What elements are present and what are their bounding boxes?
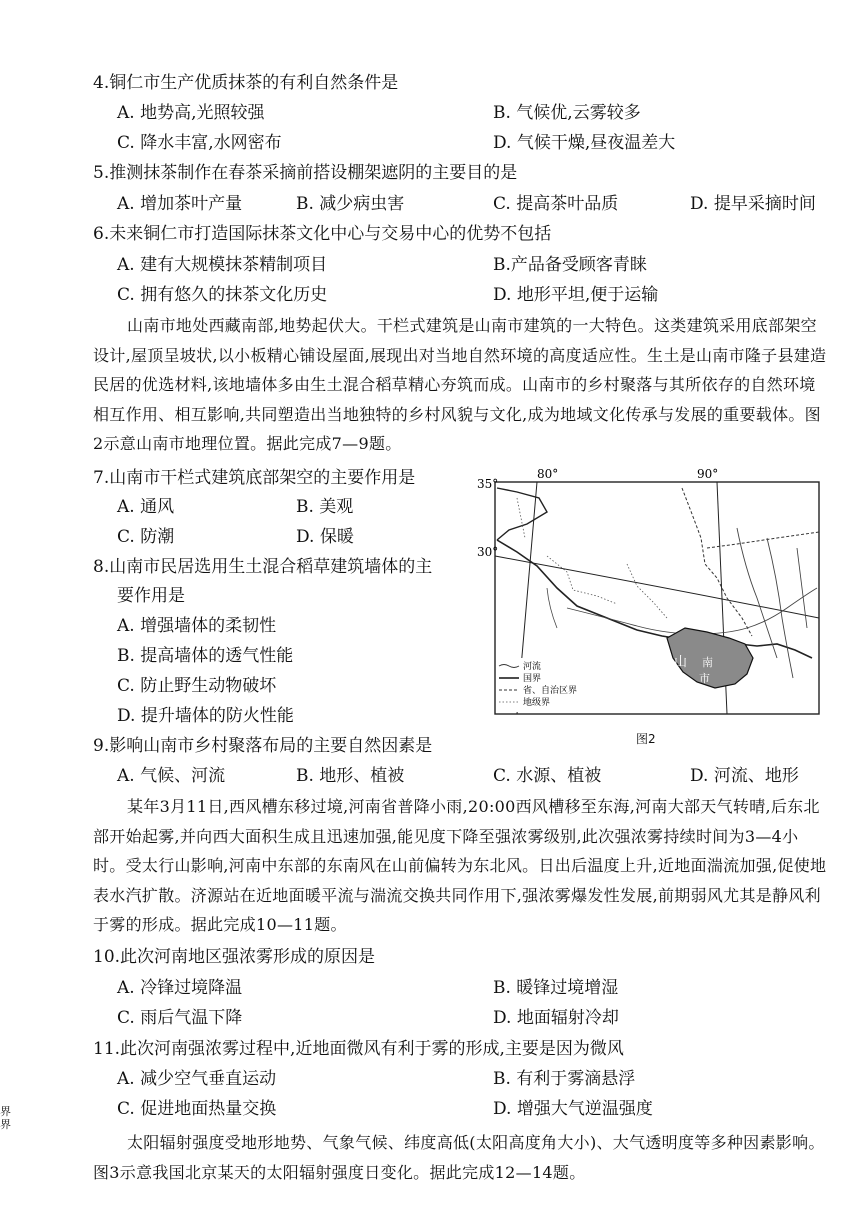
- q11-option-d: D. 增强大气逆温强度: [493, 1099, 653, 1119]
- q6-option-c: C. 拥有悠久的抹茶文化历史: [117, 285, 328, 305]
- region-label-char-1: 山: [674, 655, 688, 670]
- legend-river-label: 河流: [523, 662, 542, 672]
- legend-province-label: 省、自治区界: [523, 686, 578, 696]
- lat-35-label: 35°: [477, 477, 499, 491]
- q7-option-d: D. 保暖: [296, 527, 354, 547]
- passage-solar-radiation: 太阳辐射强度受地形地势、气象气候、纬度高低(太阳高度角大小)、大气透明度等多种因素影响。图3示意我国北京某天的太阳辐射强度日变化。据此完成12—14题。: [93, 1133, 825, 1182]
- q8-option-c: C. 防止野生动物破坏: [117, 676, 277, 696]
- q10-option-c: C. 雨后气温下降: [117, 1008, 243, 1028]
- q8-option-b: B. 提高墙体的透气性能: [117, 646, 294, 666]
- q9-option-a: A. 气候、河流: [117, 766, 226, 786]
- q10-option-d: D. 地面辐射冷却: [493, 1008, 619, 1028]
- q8-option-a: A. 增强墙体的柔韧性: [117, 616, 277, 636]
- region-label-char-2: 南: [702, 656, 713, 669]
- q10-option-b: B. 暖锋过境增湿: [493, 978, 619, 998]
- figure-2-caption: 图2: [636, 732, 656, 746]
- q6-option-a: A. 建有大规模抹茶精制项目: [117, 255, 328, 275]
- q11-option-c: C. 促进地面热量交换: [117, 1099, 277, 1119]
- shannan-location-map: [477, 468, 822, 718]
- q9-option-b: B. 地形、植被: [296, 766, 405, 786]
- legend-prefecture-label: 地级界: [523, 698, 551, 708]
- lat-30-label: 30°: [477, 545, 499, 559]
- q9-stem: 9.影响山南市乡村聚落布局的主要自然因素是: [93, 736, 433, 756]
- binding-margin-mark: 界界: [0, 1105, 11, 1131]
- q10-stem: 10.此次河南地区强浓雾形成的原因是: [93, 947, 376, 967]
- q4-option-c: C. 降水丰富,水网密布: [117, 133, 282, 153]
- q4-option-a: A. 地势高,光照较强: [117, 103, 265, 123]
- q9-option-c: C. 水源、植被: [493, 766, 602, 786]
- q9-option-d: D. 河流、地形: [690, 766, 799, 786]
- q5-option-d: D. 提早采摘时间: [690, 194, 816, 214]
- lon-90-label: 90°: [697, 468, 719, 481]
- q4-stem: 4.铜仁市生产优质抹茶的有利自然条件是: [93, 73, 399, 93]
- passage-shannan: 山南市地处西藏南部,地势起伏大。干栏式建筑是山南市建筑的一大特色。这类建筑采用底部架空设计,屋顶呈坡状,以小板精心铺设屋面,展现出对当地自然环境的高度适应性。生土是山南市隆子县建造民居的优选材料,该地墙体多由生土混合稻草精心夯筑而成。山南市的乡村聚落与其所依存的自然环境相互作用、相互影响,共同塑造出当地独特的乡村风貌与文化,成为地域文化传承与发展的重要载体。图2示意山南市地理位置。据此完成7—9题。: [93, 316, 827, 453]
- q8-option-d: D. 提升墙体的防火性能: [117, 706, 294, 726]
- q5-option-b: B. 减少病虫害: [296, 194, 405, 214]
- q11-stem: 11.此次河南强浓雾过程中,近地面微风有利于雾的形成,主要是因为微风: [93, 1039, 624, 1059]
- passage-henan-fog: 某年3月11日,西风槽东移过境,河南省普降小雨,20:00西风槽移至东海,河南大部天气转晴,后东北部开始起雾,并向西大面积生成且迅速加强,能见度下降至强浓雾级别,此次强浓雾持续时间为3—4小时。受太行山影响,河南中东部的东南风在山前偏转为东北风。日出后温度上升,近地面湍流加强,促使地表水汽扩散。济源站在近地面暖平流与湍流交换共同作用下,强浓雾爆发性发展,前期弱风尤其是静风利于雾的形成。据此完成10—11题。: [93, 797, 827, 934]
- q11-option-b: B. 有利于雾滴悬浮: [493, 1069, 636, 1089]
- q7-option-b: B. 美观: [296, 497, 354, 517]
- q7-option-a: A. 通风: [117, 497, 175, 517]
- q8-stem-line2: 要作用是: [117, 586, 185, 606]
- q6-stem: 6.未来铜仁市打造国际抹茶文化中心与交易中心的优势不包括: [93, 224, 552, 244]
- q8-stem-line1: 8.山南市民居选用生土混合稻草建筑墙体的主: [93, 557, 433, 577]
- region-label-char-3: 市: [699, 672, 710, 685]
- q11-option-a: A. 减少空气垂直运动: [117, 1069, 277, 1089]
- q6-option-d: D. 地形平坦,便于运输: [493, 285, 659, 305]
- q10-option-a: A. 冷锋过境降温: [117, 978, 243, 998]
- q7-option-c: C. 防潮: [117, 527, 175, 547]
- q5-option-a: A. 增加茶叶产量: [117, 194, 243, 214]
- q4-option-b: B. 气候优,云雾较多: [493, 103, 641, 123]
- legend-border-label: 国界: [523, 674, 542, 684]
- q5-option-c: C. 提高茶叶品质: [493, 194, 619, 214]
- q5-stem: 5.推测抹茶制作在春茶采摘前搭设棚架遮阴的主要目的是: [93, 163, 518, 183]
- lon-80-label: 80°: [537, 468, 559, 481]
- q4-option-d: D. 气候干燥,昼夜温差大: [493, 133, 676, 153]
- q7-stem: 7.山南市干栏式建筑底部架空的主要作用是: [93, 468, 416, 488]
- q6-option-b: B.产品备受顾客青睐: [493, 255, 647, 275]
